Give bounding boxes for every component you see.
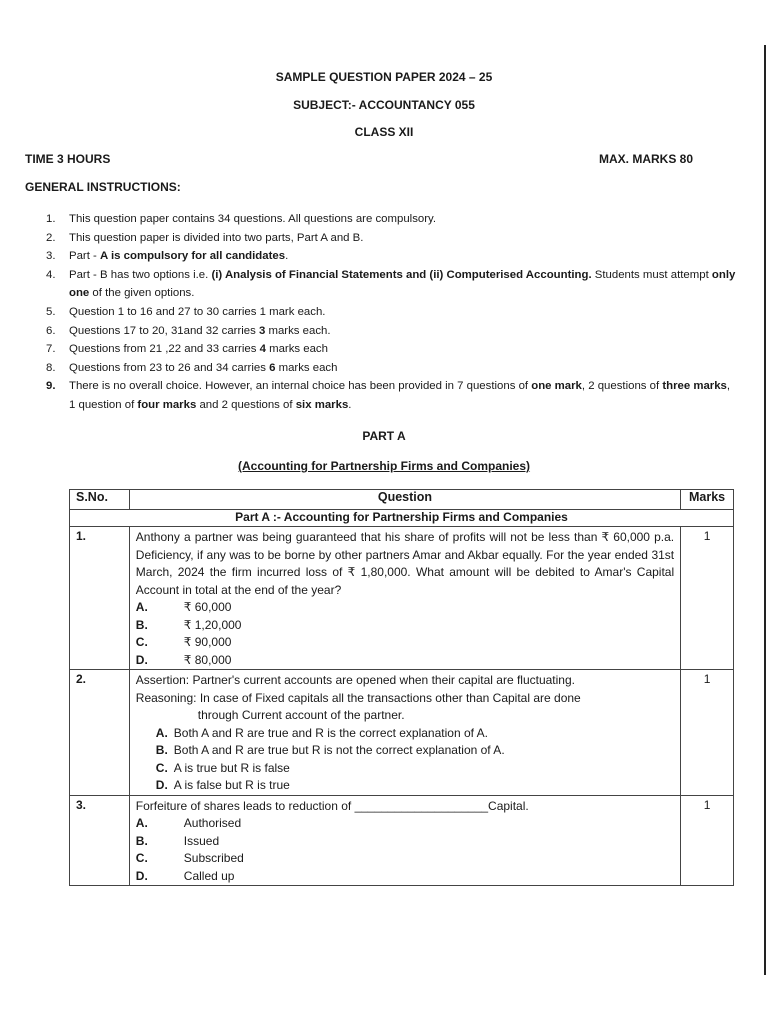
question-text: Anthony a partner was being guaranteed that his share of profits will not be less than ₹ 60,000 p.a. Deficiency, if any was to be borne by other partners Amar and Akbar equally. For the year ended 31st March, 2024 the firm incurred loss of ₹ 1,80,000. What amount will be debited to Amar's Capital Account in total at the end of the year? [135, 530, 675, 597]
question-marks: 1 [681, 527, 734, 670]
table-subheading: Part A :- Accounting for Partnership Firms and Companies [70, 510, 734, 527]
instruction-item: 4. Part - B has two options i.e. (i) Analysis of Financial Statements and (ii) Computerised Accounting. Students must attempt only one of the given options. [46, 268, 736, 300]
col-header-sno: S.No. [70, 490, 130, 510]
instruction-item: 9. There is no overall choice. However, an internal choice has been provided in 7 questions of one mark, 2 questions of three marks, 1 question of four marks and 2 questions of six marks. [46, 380, 731, 411]
question-text-cell [129, 670, 680, 796]
reasoning-text: Reasoning: In case of Fixed capitals all the transactions other than Capital are done [135, 690, 581, 705]
section-heading: (Accounting for Partnership Firms and Companies) [237, 459, 531, 473]
col-header-marks: Marks [681, 490, 734, 510]
general-instructions-heading: GENERAL INSTRUCTIONS: [25, 180, 181, 194]
instruction-item: 1. This question paper contains 34 questions. All questions are compulsory. [46, 213, 437, 225]
option: B. ₹ 1,20,000 [135, 617, 242, 632]
question-number: 1. [70, 527, 130, 670]
option: B. Issued [135, 833, 220, 848]
instruction-item: 7. Questions from 21 ,22 and 33 carries 4 marks each [46, 343, 328, 356]
subject-line: SUBJECT:- ACCOUNTANCY 055 [293, 98, 475, 112]
question-text-cell [129, 527, 680, 670]
table-row [70, 795, 734, 886]
col-header-question: Question [129, 490, 680, 510]
option: A. Both A and R are true and R is the correct explanation of A. [155, 725, 488, 740]
question-text: Forfeiture of shares leads to reduction of ____________________Capital. [135, 798, 529, 813]
option: C. A is true but R is false [155, 760, 290, 775]
table-row [70, 670, 734, 796]
instruction-item: 2. This question paper is divided into two parts, Part A and B. [46, 231, 364, 244]
instruction-item: 3. Part - A is compulsory for all candidates. [46, 250, 289, 263]
table-header-row [70, 490, 734, 510]
question-table [69, 489, 734, 886]
question-marks: 1 [681, 670, 734, 796]
instruction-item: 6. Questions 17 to 20, 31and 32 carries 3 marks each. [46, 324, 331, 337]
instruction-item: 8. Questions from 23 to 26 and 34 carries 6 marks each [46, 361, 338, 374]
page-edge-line [764, 45, 766, 975]
instruction-item: 5. Question 1 to 16 and 27 to 30 carries 1 mark each. [46, 305, 326, 318]
question-marks: 1 [681, 795, 734, 886]
class-line: CLASS XII [354, 125, 414, 139]
assertion-text: Assertion: Partner's current accounts are opened when their capital are fluctuating. [135, 673, 575, 687]
option: A. ₹ 60,000 [135, 600, 232, 614]
option: D. A is false but R is true [155, 778, 290, 792]
option: D. Called up [135, 868, 235, 883]
part-heading: PART A [362, 429, 406, 443]
question-text-cell [129, 795, 680, 886]
reasoning-continuation: through Current account of the partner. [197, 708, 405, 722]
table-row [70, 527, 734, 670]
table-subheading-row [70, 510, 734, 527]
option: B. Both A and R are true but R is not the correct explanation of A. [155, 743, 505, 757]
option: C. ₹ 90,000 [135, 635, 232, 649]
max-marks-label: MAX. MARKS 80 [598, 152, 693, 166]
question-number: 3. [70, 795, 130, 886]
option: D. ₹ 80,000 [135, 652, 232, 667]
question-number: 2. [70, 670, 130, 796]
option: A. Authorised [135, 816, 242, 830]
paper-title: SAMPLE QUESTION PAPER 2024 – 25 [275, 70, 493, 84]
time-label: TIME 3 HOURS [25, 152, 111, 166]
instructions-list [25, 210, 737, 415]
option: C. Subscribed [135, 851, 244, 865]
